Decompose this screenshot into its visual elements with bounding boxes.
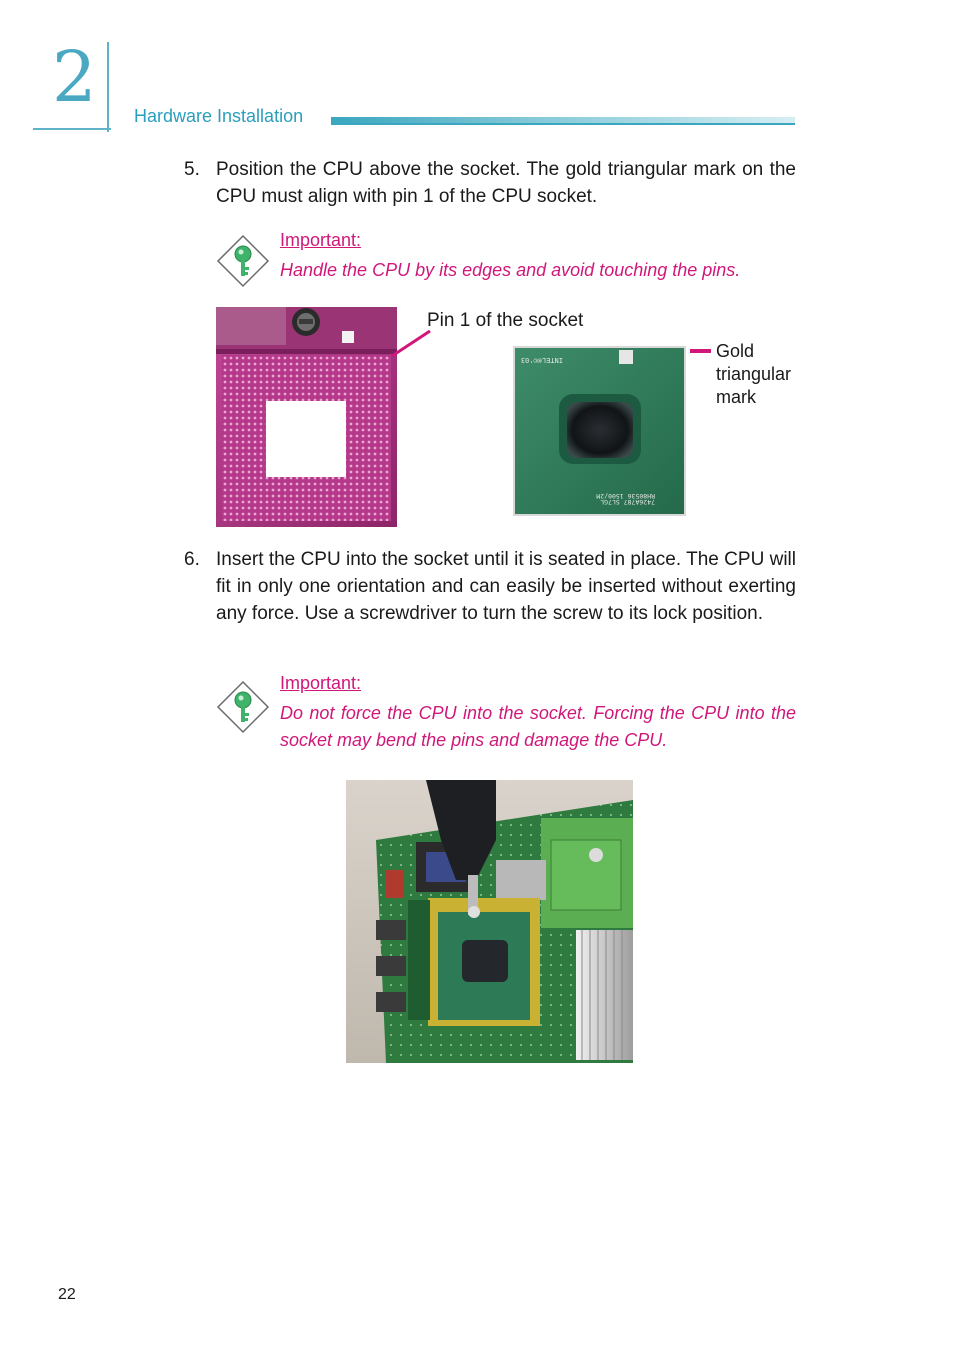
gold-mark-label-line3: mark <box>716 387 756 407</box>
step-text: Insert the CPU into the socket until it is seated in place. The CPU will fit in only one orientation and can easily be inserted without exerting any force. Use a screwdriver to turn the screw to its lock position. <box>216 549 796 624</box>
important-text: Do not force the CPU into the socket. Forcing the CPU into the socket may bend the pins and damage the CPU. <box>280 703 796 750</box>
cpu-socket-photo <box>216 307 397 527</box>
chapter-divider-horizontal <box>33 128 111 130</box>
step-number: 5. <box>184 159 200 180</box>
section-title: Hardware Installation <box>134 106 304 126</box>
chip-text-bottom2: 7426A787 SL7GL <box>600 498 655 506</box>
chapter-number: 2 <box>52 36 97 118</box>
chip-text-top: INTEL®©'03 <box>520 356 563 364</box>
important-title: Important: <box>280 673 362 693</box>
gold-mark-label-line1: Gold <box>716 341 755 361</box>
step-5 <box>184 156 796 210</box>
key-icon <box>216 234 270 288</box>
pin1-label: Pin 1 of the socket <box>427 310 584 331</box>
chapter-divider-vertical <box>107 42 109 132</box>
screwdriver-lock-photo <box>346 780 633 1063</box>
gold-mark-pointer <box>690 349 711 353</box>
step-text: Position the CPU above the socket. The gold triangular mark on the CPU must align with pin 1 of the CPU socket. <box>216 159 796 207</box>
important-title: Important: <box>280 230 362 250</box>
title-gradient-bar <box>331 117 795 125</box>
chip-text-bottom1: RH80536 1500/2M <box>596 492 655 500</box>
page-number: 22 <box>58 1286 76 1303</box>
key-icon <box>216 680 270 734</box>
step-number: 6. <box>184 549 200 570</box>
pin1-pointer-line <box>390 328 435 360</box>
step-6 <box>184 546 796 627</box>
gold-mark-label <box>716 340 791 409</box>
gold-mark-label-line2: triangular <box>716 364 792 384</box>
important-text: Handle the CPU by its edges and avoid touching the pins. <box>280 260 741 280</box>
cpu-photo <box>513 346 686 516</box>
